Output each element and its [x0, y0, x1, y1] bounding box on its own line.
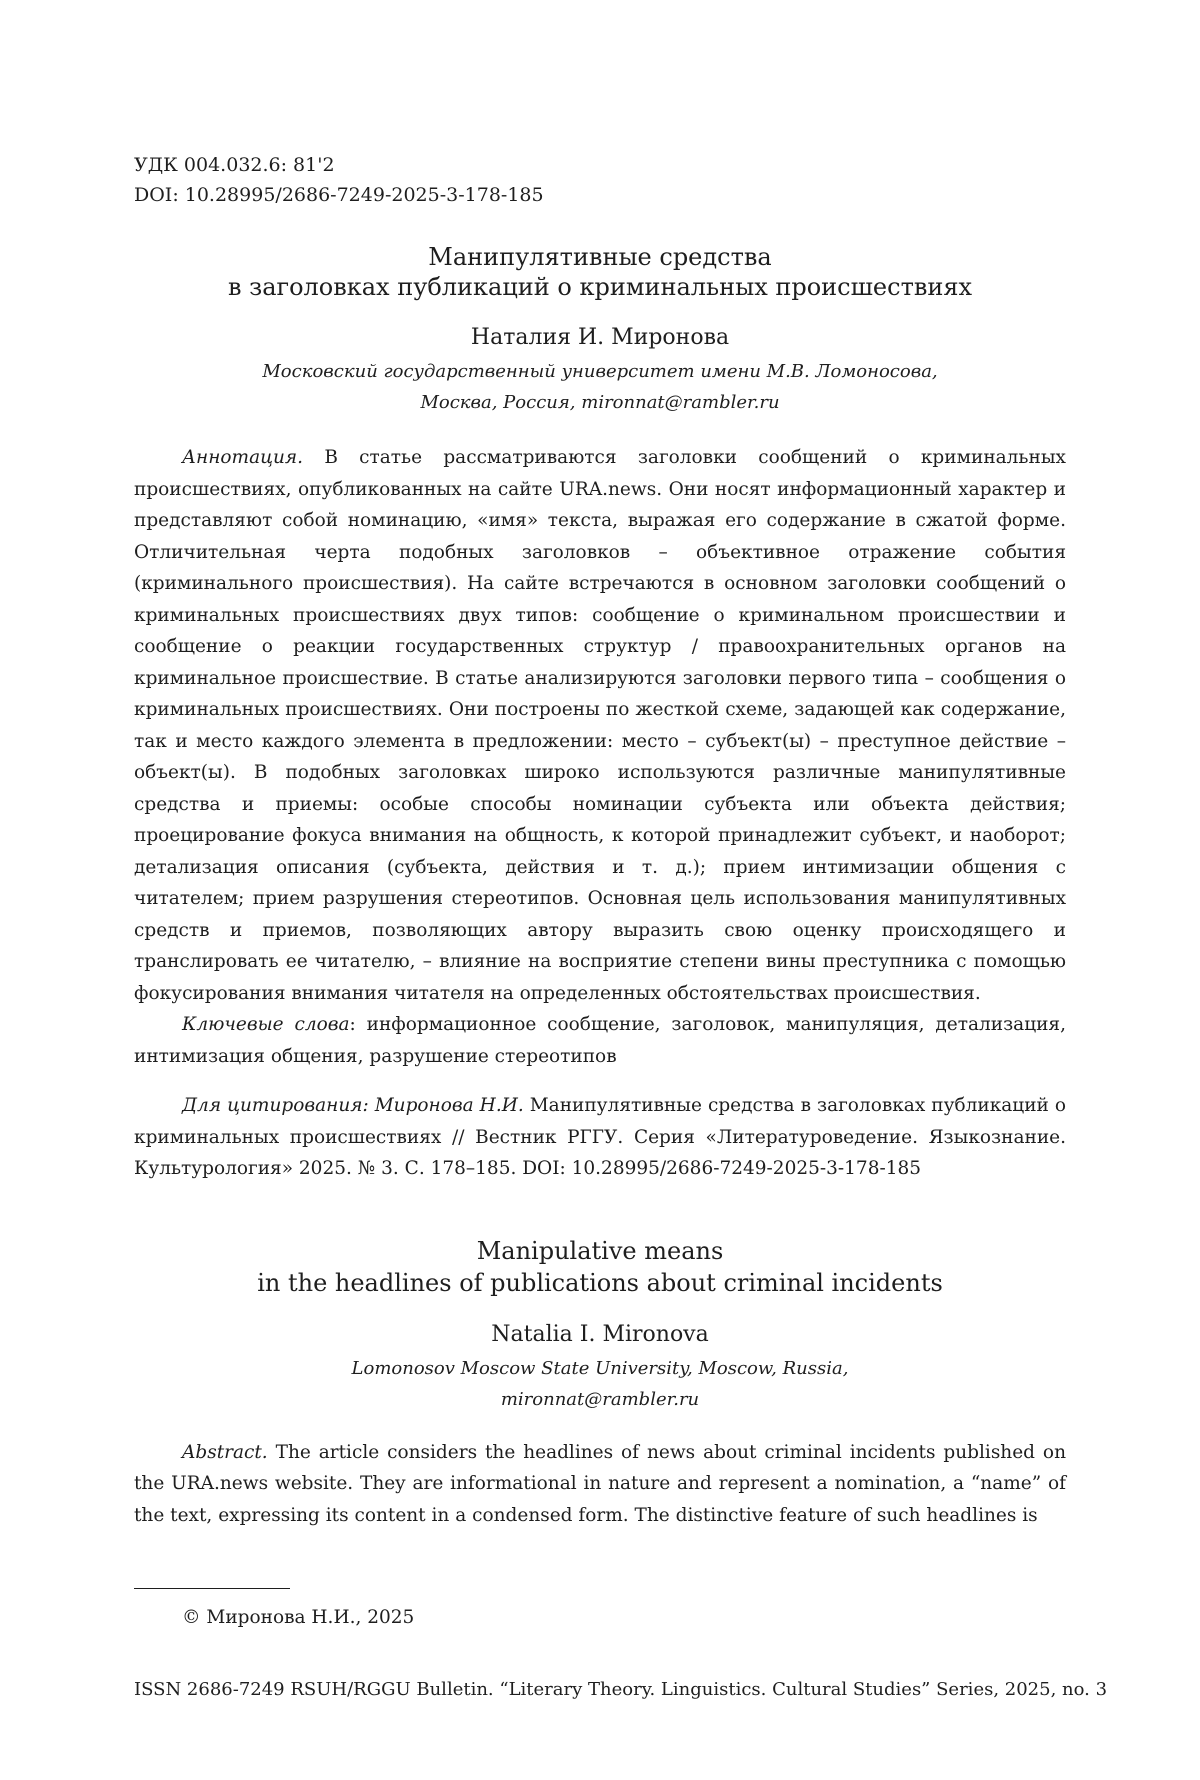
footnote-divider	[134, 1588, 290, 1589]
ru-keywords-text: : информационное сообщение, заголовок, манипуляция, детализация, интимизация общения, разрушение стереотипов	[134, 1014, 1066, 1067]
ru-abstract	[134, 442, 1066, 1009]
udk-code: УДК 004.032.6: 81'2	[134, 154, 335, 176]
ru-title	[134, 242, 1066, 302]
page-footer: ISSN 2686-7249 RSUH/RGGU Bulletin. “Literary Theory. Linguistics. Cultural Studies” Series, 2025, no. 3	[134, 1679, 1108, 1700]
en-abstract-text: The article considers the headlines of news about criminal incidents published on the URA.news website. They are informational in nature and represent a nomination, a “name” of the text, expressing its content in a condensed form. The distinctive feature of such headlines is	[134, 1441, 1066, 1526]
doi: DOI: 10.28995/2686-7249-2025-3-178-185	[134, 184, 544, 206]
en-affiliation	[134, 1353, 1066, 1415]
en-title	[134, 1235, 1066, 1299]
article-page	[134, 150, 1066, 1531]
ru-affiliation-line-1: Московский государственный университет имени М.В. Ломоносова,	[262, 361, 938, 382]
ru-affiliation-line-2: Москва, Россия, mironnat@rambler.ru	[420, 392, 780, 413]
copyright-footnote: © Миронова Н.И., 2025	[182, 1607, 415, 1628]
ru-title-line-1: Манипулятивные средства	[428, 243, 772, 271]
en-abstract-label: Abstract.	[182, 1441, 268, 1463]
ru-affiliation	[134, 356, 1066, 418]
en-affiliation-line-2: mironnat@rambler.ru	[500, 1388, 700, 1410]
ru-keywords	[134, 1009, 1066, 1072]
en-author: Natalia I. Mironova	[491, 1321, 709, 1347]
ru-title-line-2: в заголовках публикаций о криминальных происшествиях	[227, 273, 973, 301]
en-title-line-1: Manipulative means	[476, 1236, 724, 1265]
ru-citation-text: Манипулятивные средства в заголовках публикаций о криминальных происшествиях // Вестник РГГУ. Серия «Литературоведение. Языкознание. Культурология» 2025. № 3. С. 178–185. DOI: 10.28995/2686-7249-2025-3-178-185	[134, 1095, 1066, 1179]
ru-citation	[134, 1090, 1066, 1185]
en-affiliation-line-1: Lomonosov Moscow State University, Moscow, Russia,	[351, 1357, 849, 1379]
ru-citation-label: Для цитирования: Миронова Н.И.	[182, 1095, 524, 1116]
ru-abstract-text: В статье рассматриваются заголовки сообщений о криминальных происшествиях, опубликованных на сайте URA.news. Они носят информационный характер и представляют собой номинацию, «имя» текста, выражая его содержание в сжатой форме. Отличительная черта подобных заголовков – объективное отражение события (криминального происшествия). На сайте встречаются в основном заголовки сообщений о криминальных происшествиях двух типов: сообщение о криминальном происшествии и сообщение о реакции государственных структур / правоохранительных органов на криминальное происшествие. В статье анализируются заголовки первого типа – сообщения о криминальных происшествиях. Они построены по жесткой схеме, задающей как содержание, так и место каждого элемента в предложении: место – субъект(ы) – преступное действие – объект(ы). В подобных заголовках широко используются различные манипулятивные средства и приемы: особые способы номинации субъекта или объекта действия; проецирование фокуса внимания на общность, к которой принадлежит субъект, и наоборот; детализация описания (субъекта, действия и т. д.); прием интимизации общения с читателем; прием разрушения стереотипов. Основная цель использования манипулятивных средств и приемов, позволяющих автору выразить свою оценку происходящего и транслировать ее читателю, – влияние на восприятие степени вины преступника с помощью фокусирования внимания читателя на определенных обстоятельствах происшествия.	[134, 447, 1066, 1004]
ru-abstract-label: Аннотация.	[182, 447, 304, 468]
ru-keywords-label: Ключевые слова	[182, 1014, 350, 1035]
article-meta	[134, 150, 1066, 210]
en-abstract	[134, 1437, 1066, 1532]
en-title-line-2: in the headlines of publications about criminal incidents	[257, 1268, 943, 1297]
ru-author: Наталия И. Миронова	[470, 325, 730, 350]
